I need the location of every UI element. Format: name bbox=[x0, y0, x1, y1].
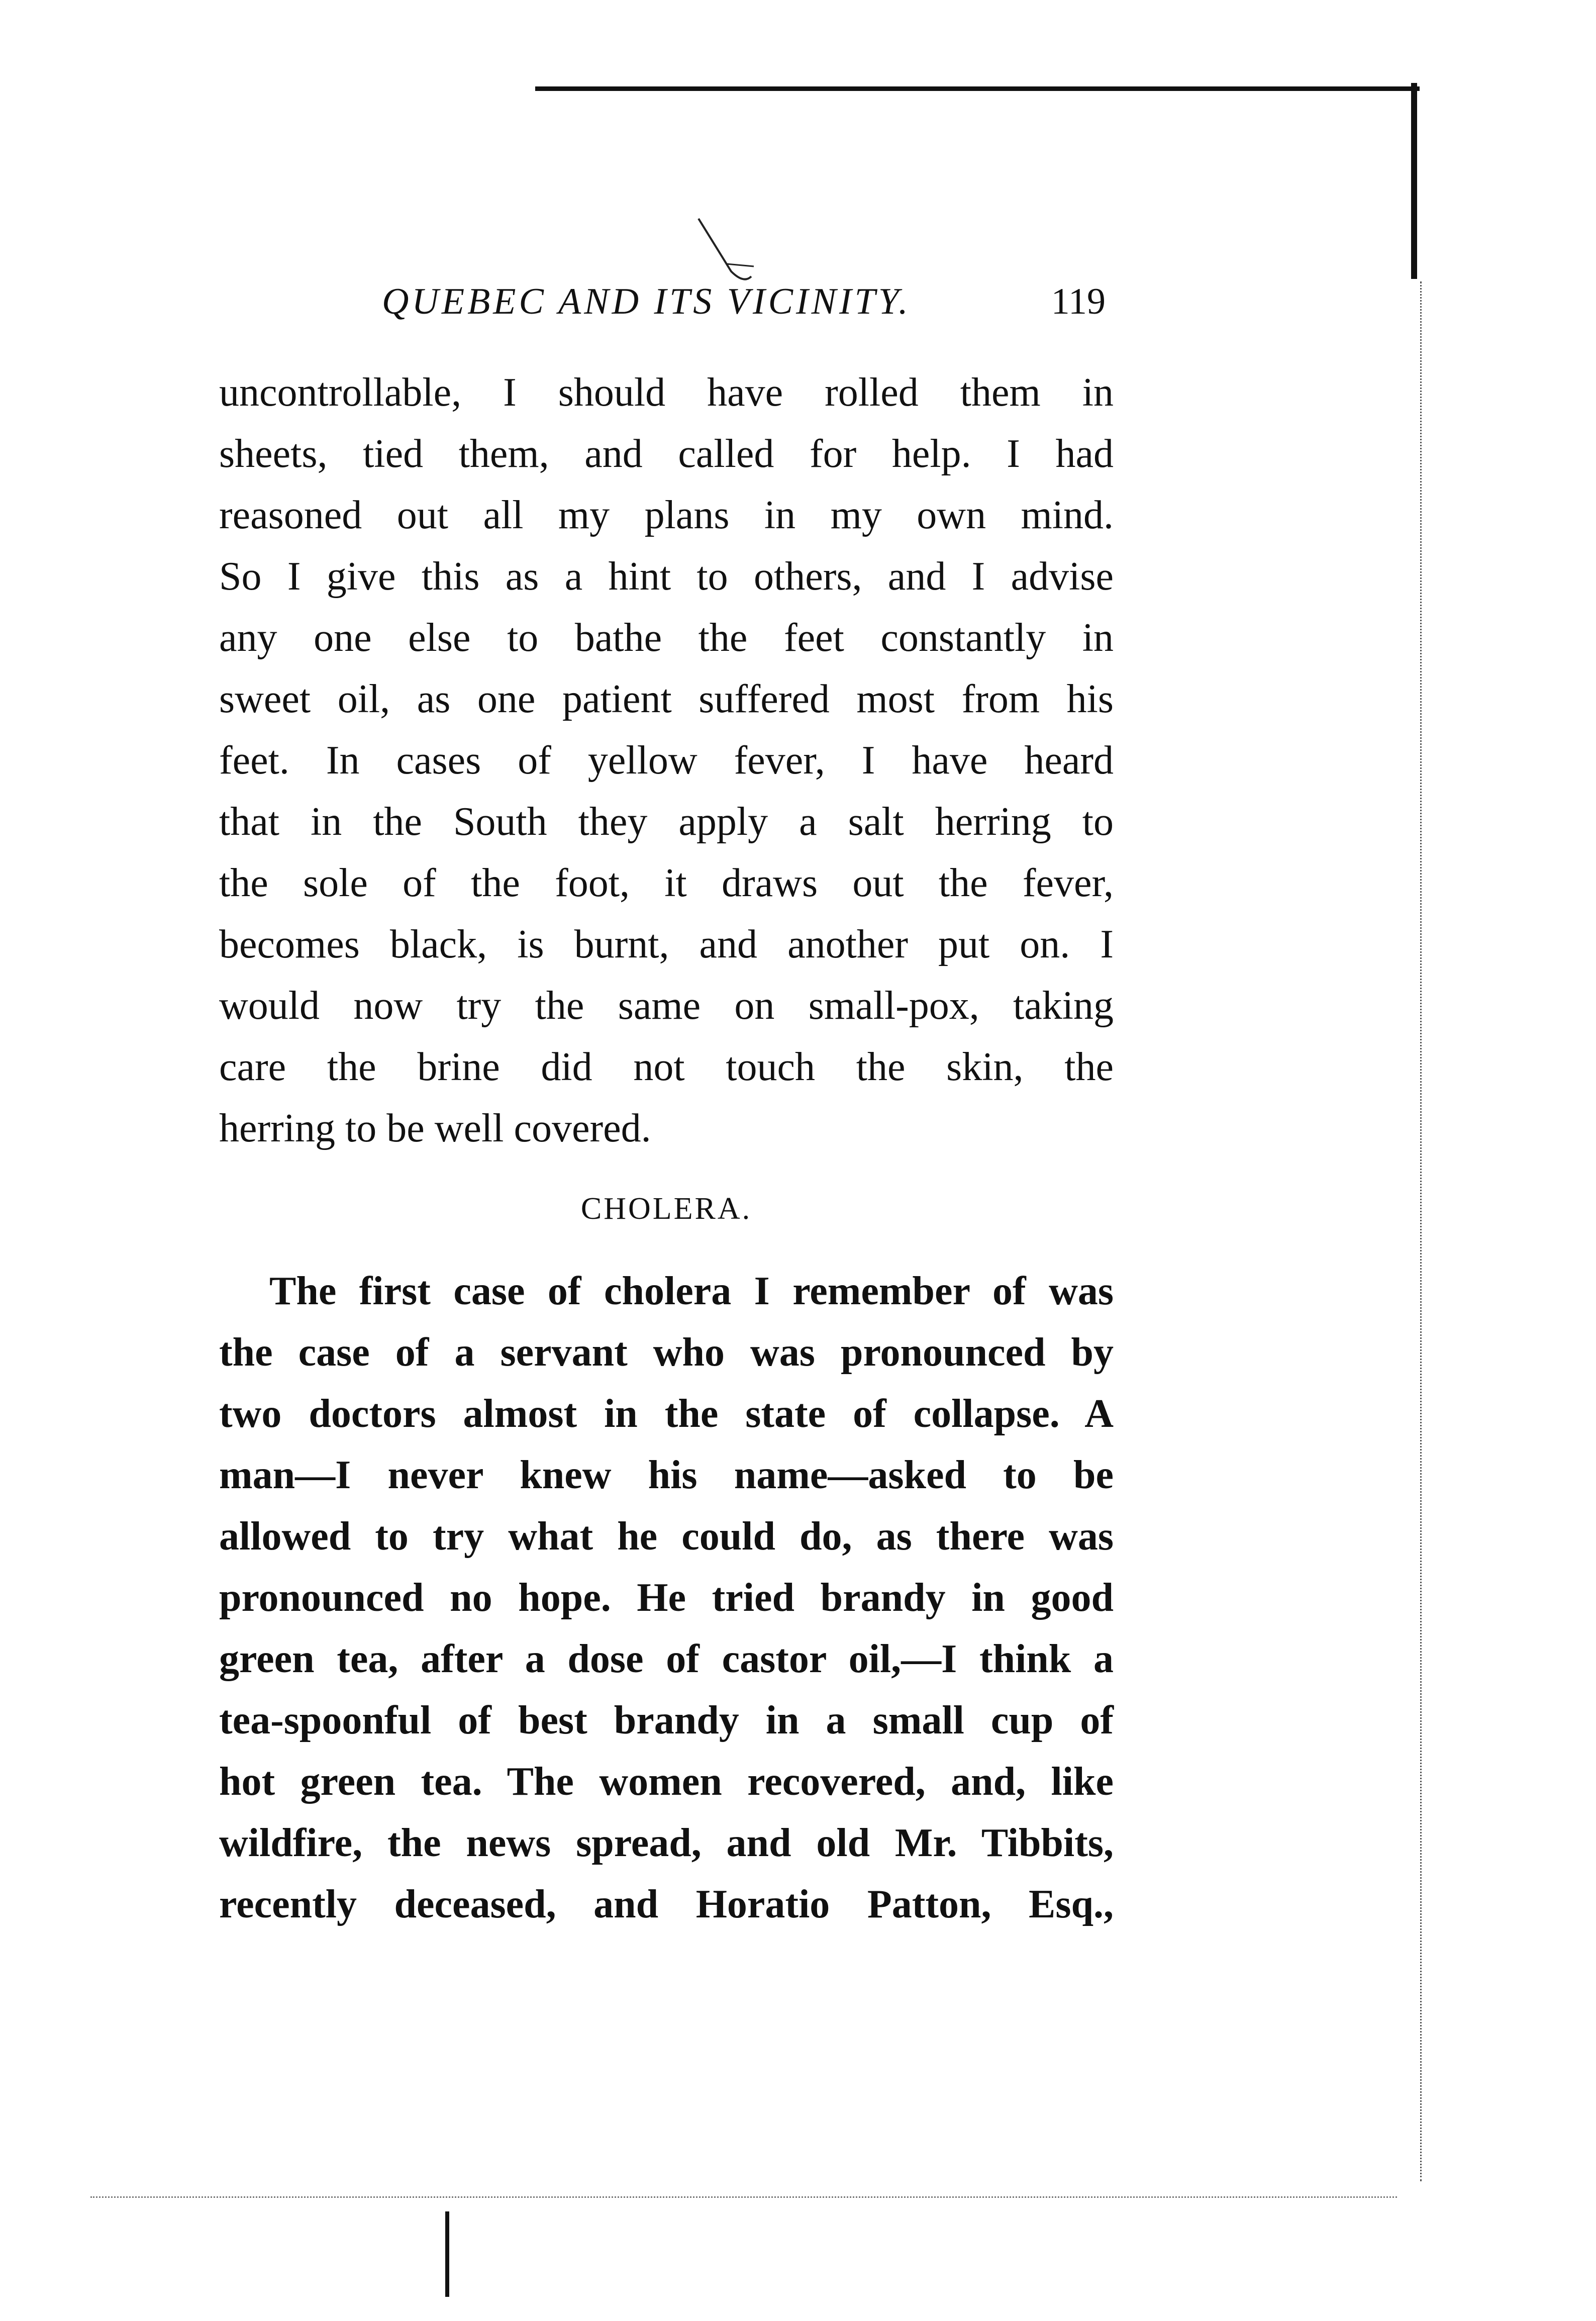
text-line: two doctors almost in the state of collapse. A bbox=[219, 1392, 1114, 1436]
text-line: sheets, tied them, and called for help. I had bbox=[219, 432, 1114, 476]
scan-border-top bbox=[535, 86, 1420, 91]
binding-mark bbox=[445, 2211, 449, 2297]
text-line: recently deceased, and Horatio Patton, Esq., bbox=[219, 1882, 1114, 1926]
scan-border-bottom-dotted bbox=[90, 2196, 1397, 2198]
text-line: the sole of the foot, it draws out the fever, bbox=[219, 861, 1114, 905]
text-line: green tea, after a dose of castor oil,—I think a bbox=[219, 1637, 1114, 1681]
paragraph-cholera bbox=[219, 1261, 1114, 1935]
text-line: any one else to bathe the feet constantly in bbox=[219, 616, 1114, 660]
text-line: allowed to try what he could do, as there was bbox=[219, 1514, 1114, 1559]
pen-stroke-mark bbox=[696, 216, 756, 286]
text-line: man—I never knew his name—asked to be bbox=[219, 1453, 1114, 1497]
running-head bbox=[352, 280, 1166, 331]
page-number: 119 bbox=[1051, 281, 1106, 322]
text-line: So I give this as a hint to others, and I advise bbox=[219, 554, 1114, 599]
text-line: the case of a servant who was pronounced by bbox=[219, 1330, 1114, 1375]
scan-border-right-dotted bbox=[1420, 281, 1423, 2181]
text-line: feet. In cases of yellow fever, I have heard bbox=[219, 738, 1114, 783]
text-line: becomes black, is burnt, and another put on. I bbox=[219, 922, 1114, 966]
text-line: pronounced no hope. He tried brandy in good bbox=[219, 1576, 1114, 1620]
section-heading: CHOLERA. bbox=[580, 1192, 752, 1226]
text-line: that in the South they apply a salt herring to bbox=[219, 800, 1114, 844]
text-line: tea-spoonful of best brandy in a small cup of bbox=[219, 1698, 1114, 1743]
page-body bbox=[219, 362, 1114, 1935]
text-line: sweet oil, as one patient suffered most from his bbox=[219, 677, 1114, 721]
text-line: wildfire, the news spread, and old Mr. Tibbits, bbox=[219, 1821, 1114, 1865]
text-line: would now try the same on small-pox, taking bbox=[219, 984, 1114, 1028]
text-line: herring to be well covered. bbox=[219, 1106, 651, 1150]
text-line: uncontrollable, I should have rolled them in bbox=[219, 370, 1114, 415]
text-line: hot green tea. The women recovered, and, like bbox=[219, 1760, 1114, 1804]
text-line: care the brine did not touch the skin, the bbox=[219, 1045, 1114, 1089]
paragraph-continued bbox=[219, 362, 1114, 1159]
text-line: reasoned out all my plans in my own mind. bbox=[219, 493, 1114, 537]
text-line: The first case of cholera I remember of was bbox=[269, 1269, 1114, 1313]
running-title: QUEBEC AND ITS VICINITY. bbox=[382, 281, 911, 322]
scan-border-right bbox=[1411, 83, 1417, 279]
